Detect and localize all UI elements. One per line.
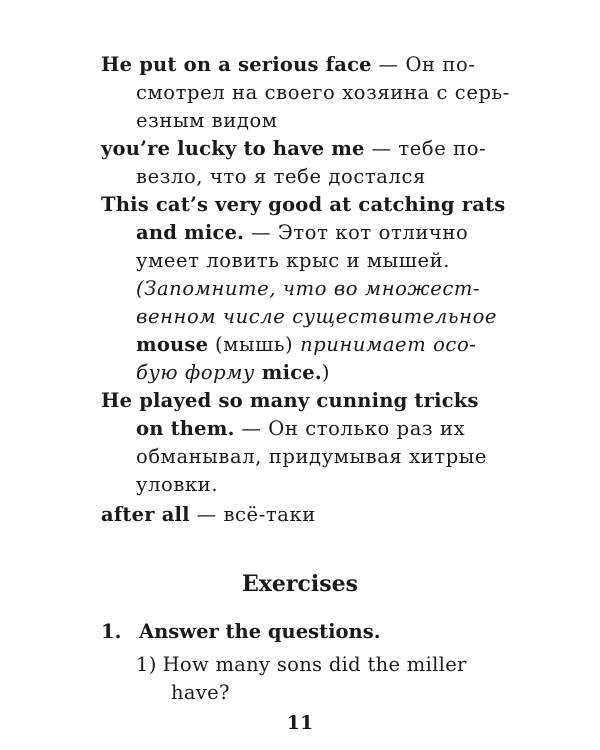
glossary-line [136, 331, 502, 359]
english-phrase: He put on a serious face [101, 53, 372, 76]
english-word: mouse [136, 333, 209, 356]
translation: обманывал, придумывая хитрые [136, 445, 488, 468]
grammar-note: (Запомните, что во множест- [136, 277, 481, 300]
translation: ) [321, 361, 331, 384]
grammar-note: венном числе существительное [136, 305, 498, 328]
english-phrase: you’re lucky to have me [101, 137, 365, 160]
glossary-line [101, 135, 501, 163]
translation: — Он столько раз их [234, 417, 466, 440]
glossary-line [136, 359, 502, 387]
glossary-line [136, 107, 502, 135]
grammar-note: бую форму [136, 361, 262, 384]
glossary-line [101, 51, 501, 79]
glossary-line [136, 163, 502, 191]
translation: везло, что я тебе достался [136, 165, 426, 188]
question-item [136, 651, 506, 679]
english-phrase: after all [101, 503, 190, 526]
grammar-note: принимает осо- [300, 333, 477, 356]
glossary-line [136, 303, 502, 331]
glossary-line [136, 415, 502, 443]
glossary-line [136, 443, 502, 471]
glossary-line [101, 501, 501, 529]
glossary-line [136, 275, 502, 303]
exercise-task [101, 618, 521, 646]
english-phrase: He played so many cunning tricks [101, 389, 479, 412]
english-phrase: This cat’s very good at catching rats [101, 193, 506, 216]
glossary-line [101, 191, 506, 219]
glossary-line [136, 247, 502, 275]
glossary-line [136, 471, 502, 499]
translation: умеет ловить крыс и мышей. [136, 249, 451, 272]
english-phrase: and mice. [136, 221, 245, 244]
glossary-line [101, 387, 501, 415]
page-number: 11 [286, 712, 314, 734]
translation: — Он по- [371, 53, 476, 76]
english-phrase: on them. [136, 417, 235, 440]
question-text-continued: have? [171, 681, 230, 704]
task-number: 1. [101, 620, 122, 643]
exercises-heading: Exercises [242, 571, 358, 597]
translation: езным видом [136, 109, 278, 132]
glossary-line [136, 219, 502, 247]
english-word: mice. [261, 361, 322, 384]
question-number: 1) [136, 653, 157, 676]
translation: — Этот кот отлично [244, 221, 469, 244]
translation: — тебе по- [364, 137, 487, 160]
task-title: Answer the questions. [139, 620, 381, 643]
translation: (мышь) [208, 333, 301, 356]
translation: — всё-таки [189, 503, 316, 526]
translation: смотрел на своего хозяина с серь- [136, 81, 510, 104]
question-text: How many sons did the miller [162, 653, 467, 676]
translation: уловки. [136, 473, 219, 496]
glossary-line [136, 79, 510, 107]
